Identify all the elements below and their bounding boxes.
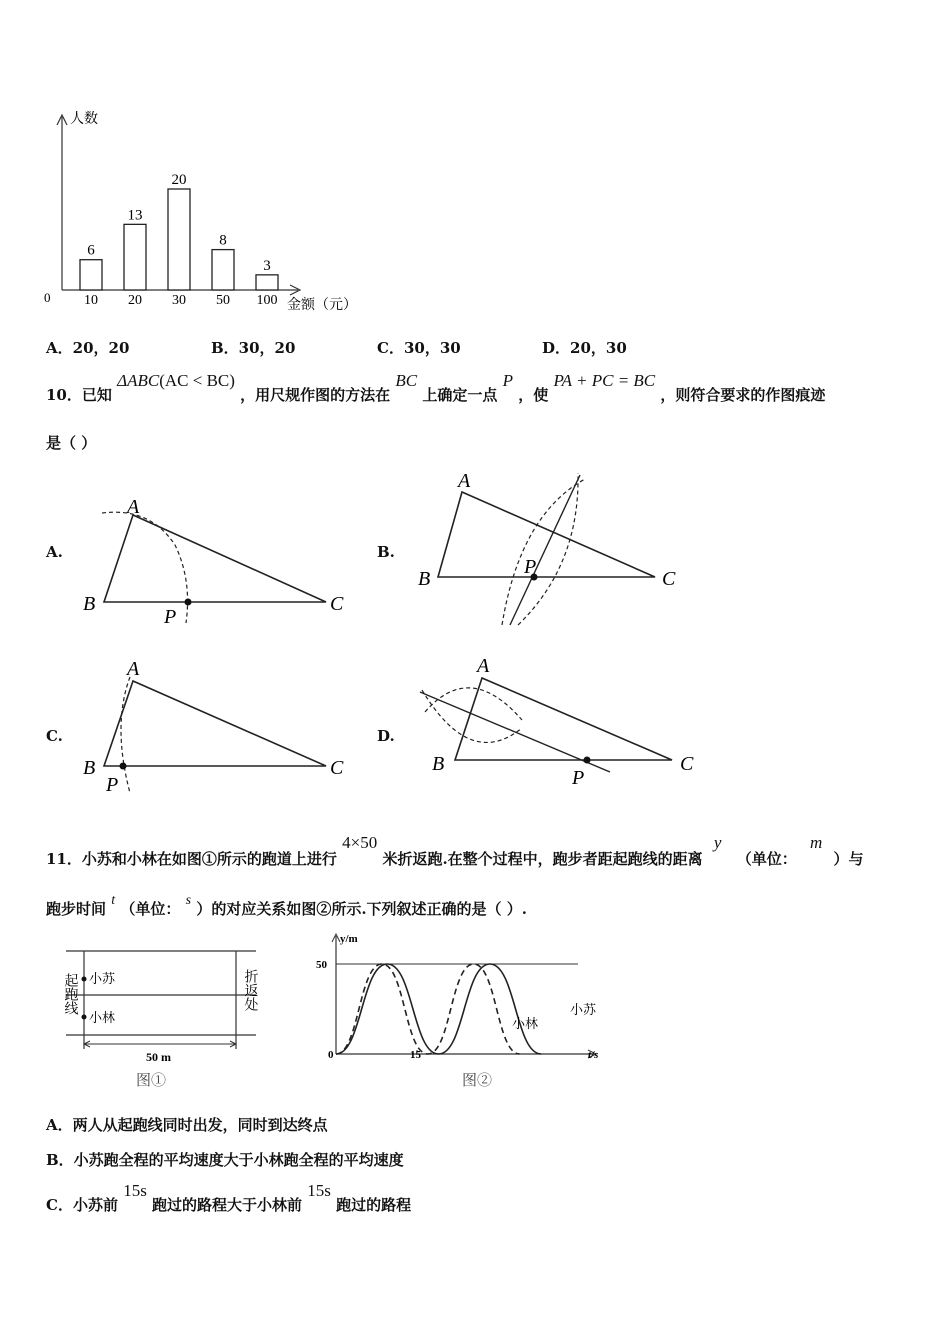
bar-50 bbox=[212, 250, 234, 290]
bar-value-label: 13 bbox=[127, 207, 143, 224]
q11-text-c: （单位： bbox=[736, 850, 797, 868]
series-line-xiaosu bbox=[336, 964, 541, 1054]
y-axis-label: 人数 bbox=[70, 112, 98, 127]
q10-text1: ，用尺规作图的方法在 bbox=[240, 386, 391, 404]
q10-figure-b bbox=[410, 465, 710, 630]
series-label-xiaosu: 小苏 bbox=[570, 1002, 597, 1017]
point-p-dot bbox=[185, 599, 192, 606]
q11-distance: 4×50 bbox=[342, 833, 378, 852]
q11-var-y: y bbox=[713, 833, 722, 852]
label-a: A bbox=[458, 470, 471, 492]
point-p-dot bbox=[120, 763, 127, 770]
triangle-abc bbox=[438, 492, 655, 577]
q11-text-g: ）的对应关系如图②所示.下列叙述正确的是（ ）. bbox=[196, 900, 527, 918]
label-b: B bbox=[432, 753, 445, 775]
q10-figure-c bbox=[80, 655, 360, 795]
origin-label: 0 bbox=[44, 290, 51, 305]
bar-10 bbox=[80, 260, 102, 290]
label-b: B bbox=[418, 568, 431, 590]
q10-option-b-label[interactable]: B. bbox=[377, 543, 395, 561]
q11-text-d: ）与 bbox=[833, 850, 864, 868]
q11-option-c-pre: C．小苏前 bbox=[46, 1196, 118, 1214]
triangle-abc bbox=[455, 678, 672, 760]
label-c: C bbox=[680, 753, 694, 775]
q10-point-p: P bbox=[502, 371, 513, 390]
triangle-abc bbox=[104, 515, 326, 602]
q11-option-b[interactable]: B．小苏跑全程的平均速度大于小林跑全程的平均速度 bbox=[46, 1151, 404, 1169]
bar-value-label: 20 bbox=[171, 172, 187, 188]
figure-1-caption: 图① bbox=[136, 1073, 167, 1089]
q11-figure-1-track bbox=[60, 945, 290, 1095]
q9-option-b[interactable]: B．30，20 bbox=[211, 339, 296, 357]
q10-triangle: ΔABC(AC < BC) bbox=[117, 371, 235, 390]
q11-text-b: 米折返跑.在整个过程中，跑步者距起跑线的距离 bbox=[382, 850, 703, 868]
q10-figure-a bbox=[80, 485, 360, 628]
label-a: A bbox=[127, 658, 140, 680]
label-p: P bbox=[106, 774, 119, 796]
q11-unit-s: s bbox=[185, 893, 192, 908]
q11-option-c-time: 15s bbox=[123, 1181, 147, 1200]
label-b: B bbox=[83, 757, 96, 779]
compass-arc-lower bbox=[422, 690, 522, 742]
bar-value-label: 3 bbox=[263, 257, 271, 274]
x-axis-label: 金额（元） bbox=[287, 298, 357, 313]
triangle-abc bbox=[104, 681, 326, 766]
label-c: C bbox=[330, 757, 344, 779]
q10-stem-line1 bbox=[46, 370, 825, 410]
q10-option-a-label[interactable]: A. bbox=[46, 543, 63, 561]
label-c: C bbox=[662, 568, 676, 590]
bar-20 bbox=[124, 224, 146, 290]
bar-30 bbox=[168, 189, 190, 290]
q11-var-t: t bbox=[111, 893, 116, 908]
q10-text3: ，使 bbox=[518, 386, 549, 404]
q11-option-a[interactable]: A．两人从起跑线同时出发，同时到达终点 bbox=[46, 1116, 328, 1134]
compass-arc-right bbox=[518, 473, 578, 625]
label-b: B bbox=[83, 593, 96, 615]
bar-100 bbox=[256, 275, 278, 290]
q9-option-a[interactable]: A．20，20 bbox=[46, 339, 130, 357]
q10-option-c-label[interactable]: C. bbox=[46, 727, 63, 745]
length-label: 50 m bbox=[146, 1050, 171, 1064]
q10-number: 10．已知 bbox=[46, 386, 112, 404]
q9-bar-chart bbox=[40, 105, 370, 315]
q9-option-c[interactable]: C．30，30 bbox=[377, 339, 461, 357]
q11-text-f: （单位： bbox=[120, 900, 181, 918]
q11-unit-m: m bbox=[809, 833, 823, 852]
series-label-xiaolin: 小林 bbox=[512, 1016, 539, 1031]
point-p-dot bbox=[584, 757, 591, 764]
bar-value-label: 6 bbox=[87, 242, 95, 259]
q11-option-c-mid: 跑过的路程大于小林前 bbox=[152, 1196, 303, 1214]
series-line-xiaolin bbox=[336, 964, 520, 1054]
runner2-dot bbox=[82, 1015, 87, 1020]
q11-text-e: 跑步时间 bbox=[46, 900, 107, 918]
label-p: P bbox=[572, 767, 585, 789]
label-a: A bbox=[127, 496, 140, 518]
x-tick-label: 20 bbox=[128, 293, 142, 308]
q10-text2: 上确定一点 bbox=[422, 386, 498, 404]
q11-option-c-time2: 15s bbox=[307, 1181, 331, 1200]
start-line-label: 起跑线 bbox=[62, 973, 78, 1015]
q11-option-c-post: 跑过的路程 bbox=[336, 1196, 412, 1214]
origin-label: 0 bbox=[328, 1049, 334, 1061]
q9-option-d[interactable]: D．20，30 bbox=[542, 339, 627, 357]
x-tick-label: 15 bbox=[410, 1049, 421, 1061]
label-c: C bbox=[330, 593, 344, 615]
q11-figure-2-graph bbox=[316, 928, 620, 1098]
q10-stem-line2: 是（ ） bbox=[46, 434, 97, 452]
perpendicular-bisector bbox=[510, 475, 580, 625]
x-tick-label: 10 bbox=[84, 293, 98, 308]
y-axis-label: y/m bbox=[340, 933, 358, 945]
q10-equation: PA + PC = BC bbox=[553, 371, 656, 390]
runner1-label: 小苏 bbox=[89, 971, 116, 986]
runner2-label: 小林 bbox=[89, 1010, 116, 1025]
q10-text4: ，则符合要求的作图痕迹 bbox=[660, 386, 826, 404]
x-tick-label: 30 bbox=[172, 293, 186, 308]
q10-seg-bc: BC bbox=[395, 371, 418, 390]
figure-2-caption: 图② bbox=[462, 1073, 493, 1089]
label-p: P bbox=[524, 556, 537, 578]
label-p: P bbox=[164, 606, 177, 628]
y-tick-label: 50 bbox=[316, 959, 327, 971]
q11-option-c[interactable] bbox=[46, 1180, 411, 1214]
q11-text-a: 11．小苏和小林在如图①所示的跑道上进行 bbox=[46, 850, 337, 868]
q11-stem-line1 bbox=[46, 832, 863, 872]
turn-label: 折返处 bbox=[242, 969, 258, 1011]
x-tick-label: 50 bbox=[216, 293, 230, 308]
x-axis-label: t/s bbox=[588, 1049, 599, 1061]
runner1-dot bbox=[82, 977, 87, 982]
q10-option-d-label[interactable]: D. bbox=[377, 727, 395, 745]
x-tick-label: 100 bbox=[256, 293, 278, 308]
q10-figure-d bbox=[410, 650, 710, 790]
label-a: A bbox=[477, 655, 490, 677]
bar-value-label: 8 bbox=[219, 232, 227, 249]
q11-stem-line2 bbox=[46, 888, 527, 918]
